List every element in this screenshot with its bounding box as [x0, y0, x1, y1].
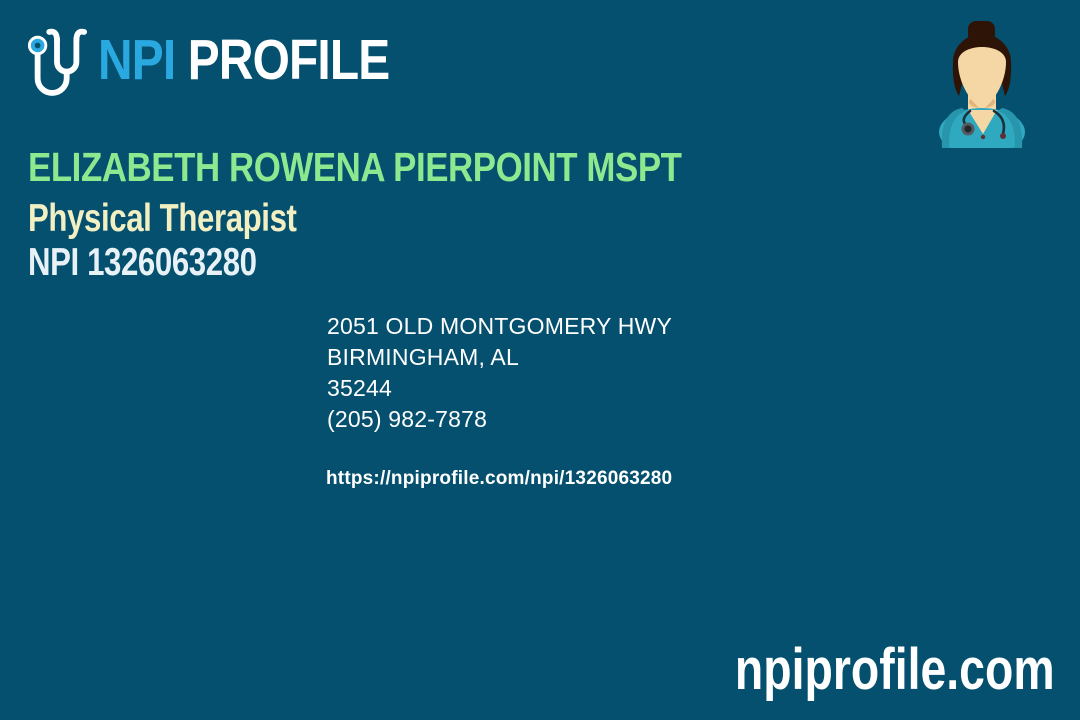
logo-brand-npi: NPI: [98, 28, 176, 92]
logo-brand-profile: PROFILE: [187, 28, 390, 92]
address-line-1: 2051 OLD MONTGOMERY HWY: [327, 313, 672, 339]
address-zip: 35244: [327, 375, 392, 401]
provider-specialty: Physical Therapist: [28, 197, 297, 240]
stethoscope-icon: [26, 18, 88, 102]
address-line-2: BIRMINGHAM, AL: [327, 344, 519, 370]
provider-npi-number: NPI 1326063280: [28, 241, 257, 284]
footer-site-name: npiprofile.com: [735, 637, 1055, 702]
profile-url-link[interactable]: https://npiprofile.com/npi/1326063280: [326, 468, 673, 489]
nurse-avatar: [932, 16, 1032, 148]
logo-wordmark: [98, 18, 389, 102]
provider-name: ELIZABETH ROWENA PIERPOINT MSPT: [28, 144, 682, 190]
contact-block: [327, 311, 672, 435]
logo: [26, 18, 445, 102]
phone-number: (205) 982-7878: [327, 406, 488, 432]
